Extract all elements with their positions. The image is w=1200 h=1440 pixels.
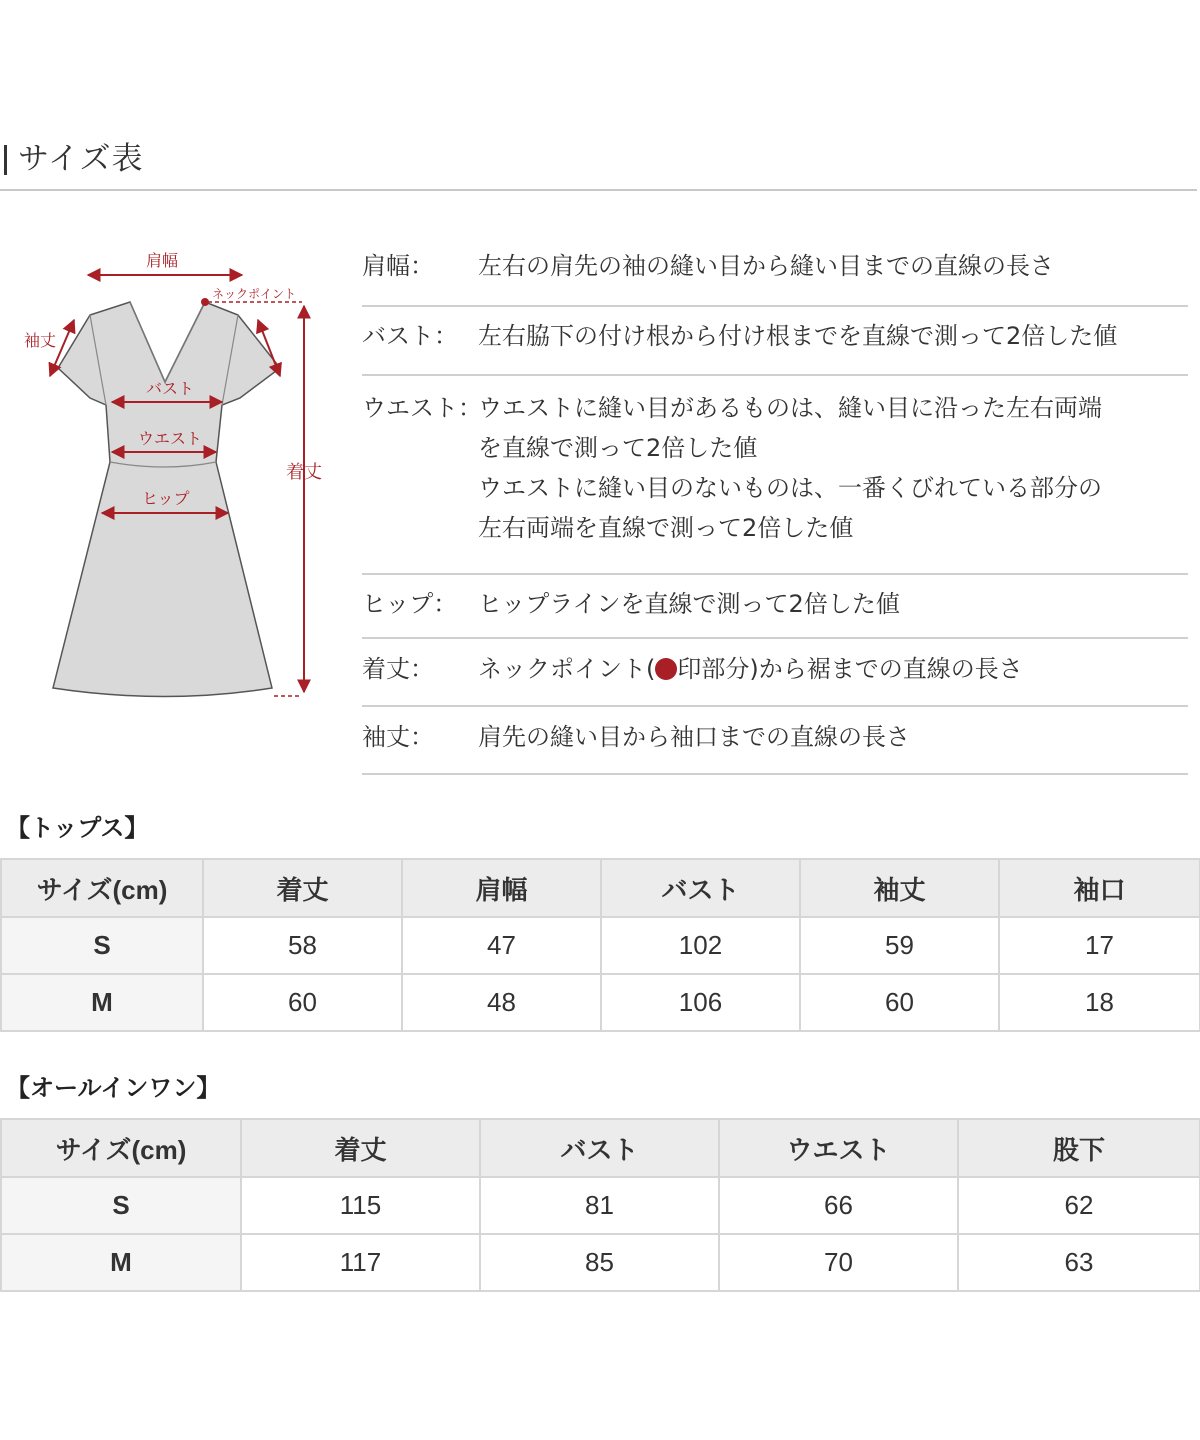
bust-label: バスト — [146, 379, 195, 398]
allinone-size-table — [0, 1118, 1200, 1292]
definition-desc — [478, 649, 1188, 689]
header-cell: 股下 — [958, 1119, 1200, 1177]
size-cell: S — [1, 917, 203, 974]
table-row — [1, 974, 1200, 1031]
page-title: サイズ表 — [18, 141, 144, 177]
table-cell: 106 — [601, 974, 800, 1031]
tops-section-title: 【トップス】 — [6, 814, 149, 842]
size-cell: M — [1, 1234, 241, 1291]
table-cell: 18 — [999, 974, 1200, 1031]
header-cell: 肩幅 — [402, 859, 601, 917]
table-cell: 58 — [203, 917, 402, 974]
header-cell: バスト — [601, 859, 800, 917]
table-row — [1, 1234, 1200, 1291]
definition-desc-part: ネックポイント( — [478, 655, 656, 683]
header-cell: 着丈 — [203, 859, 402, 917]
definition-term: 肩幅： — [362, 252, 434, 280]
header-cell: 袖口 — [999, 859, 1200, 917]
header-cell: ウエスト — [719, 1119, 958, 1177]
definition-desc: 左右脇下の付け根から付け根までを直線で測って2倍した値 — [478, 322, 1118, 350]
neckpoint-label: ネックポイント — [212, 287, 297, 301]
definition-row-waist — [362, 376, 1188, 575]
header-cell: サイズ(cm) — [1, 859, 203, 917]
definition-desc-part: 印部分)から裾までの直線の長さ — [677, 655, 1023, 683]
size-cell: M — [1, 974, 203, 1031]
table-cell: 102 — [601, 917, 800, 974]
definition-desc: ウエストに縫い目があるものは、縫い目に沿った左右両端 を直線で測って2倍した値 ウエストに縫い目のないものは、一番くびれている部分の 左右両端を直線で測って2倍した値 — [478, 394, 1102, 542]
measurement-definitions — [362, 238, 1188, 775]
table-cell: 70 — [719, 1234, 958, 1291]
definition-term: 着丈： — [362, 655, 434, 683]
page-header — [0, 133, 1200, 193]
table-cell: 60 — [800, 974, 999, 1031]
garment-diagram — [0, 240, 340, 720]
definition-row-hip — [362, 575, 1188, 639]
tops-size-table — [0, 858, 1200, 1032]
header-divider — [0, 189, 1197, 191]
table-cell: 47 — [402, 917, 601, 974]
table-cell: 48 — [402, 974, 601, 1031]
title-bar-accent — [4, 145, 7, 175]
length-label: 着丈 — [286, 462, 322, 483]
table-cell: 81 — [480, 1177, 719, 1234]
definition-desc: 左右の肩先の袖の縫い目から縫い目までの直線の長さ — [478, 252, 1054, 280]
definition-desc: 肩先の縫い目から袖口までの直線の長さ — [478, 723, 910, 751]
table-row — [1, 1177, 1200, 1234]
table-cell: 117 — [241, 1234, 480, 1291]
definition-desc: ヒップラインを直線で測って2倍した値 — [478, 590, 900, 618]
table-cell: 63 — [958, 1234, 1200, 1291]
neckpoint-dot — [201, 298, 209, 306]
shoulder-label: 肩幅 — [146, 251, 179, 270]
table-cell: 59 — [800, 917, 999, 974]
hip-label: ヒップ — [142, 489, 190, 508]
definition-term: ヒップ： — [362, 590, 458, 618]
table-header-row — [1, 1119, 1200, 1177]
definition-row-shoulder — [362, 238, 1188, 307]
table-cell: 115 — [241, 1177, 480, 1234]
definition-term: ウエスト： — [362, 394, 482, 422]
definition-term: バスト： — [362, 322, 458, 350]
allinone-section-title: 【オールインワン】 — [6, 1074, 221, 1102]
table-cell: 66 — [719, 1177, 958, 1234]
table-cell: 62 — [958, 1177, 1200, 1234]
definition-row-length — [362, 639, 1188, 707]
table-row — [1, 917, 1200, 974]
size-cell: S — [1, 1177, 241, 1234]
table-cell: 60 — [203, 974, 402, 1031]
definition-row-sleeve — [362, 707, 1188, 775]
header-cell: 着丈 — [241, 1119, 480, 1177]
header-cell: バスト — [480, 1119, 719, 1177]
header-cell: 袖丈 — [800, 859, 999, 917]
definition-term: 袖丈： — [362, 723, 434, 751]
table-cell: 17 — [999, 917, 1200, 974]
neckpoint-dot-icon — [655, 658, 677, 680]
waist-label: ウエスト — [138, 429, 203, 448]
table-cell: 85 — [480, 1234, 719, 1291]
header-cell: サイズ(cm) — [1, 1119, 241, 1177]
sleeve-label: 袖丈 — [24, 331, 57, 350]
definition-row-bust — [362, 307, 1188, 376]
table-header-row — [1, 859, 1200, 917]
